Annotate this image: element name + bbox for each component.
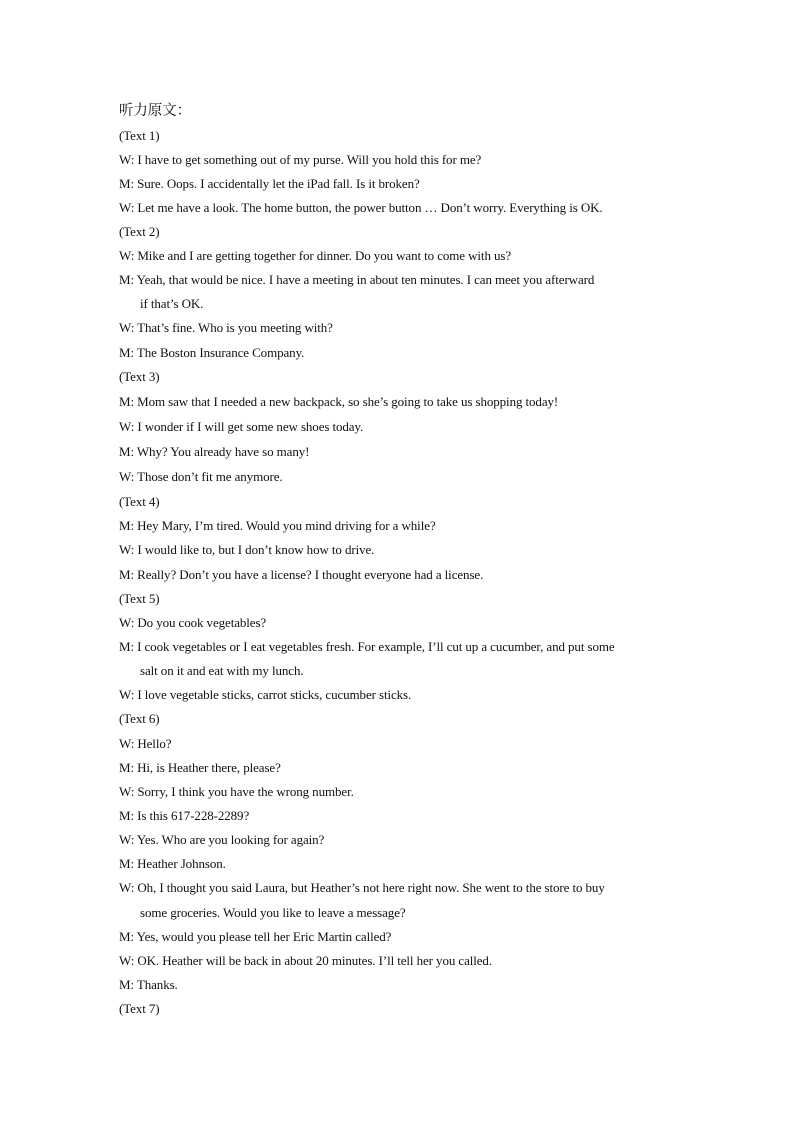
dialogue-line: M: Really? Don’t you have a license? I thought everyone had a license. [119,567,484,582]
section-heading-text-6: (Text 6) [119,711,160,726]
dialogue-line: M: Why? You already have so many! [119,444,310,459]
dialogue-line: M: The Boston Insurance Company. [119,345,305,360]
dialogue-line: M: Yes, would you please tell her Eric Martin called? [119,929,392,944]
dialogue-line: W: I wonder if I will get some new shoes today. [119,419,364,434]
dialogue-line: W: Let me have a look. The home button, the power button … Don’t worry. Everything is OK. [119,200,603,215]
dialogue-line: M: I cook vegetables or I eat vegetables fresh. For example, I’ll cut up a cucumber, and put some [119,639,615,654]
section-heading-text-3: (Text 3) [119,369,160,384]
dialogue-line-continued: salt on it and eat with my lunch. [140,663,304,678]
dialogue-line: W: OK. Heather will be back in about 20 minutes. I’ll tell her you called. [119,953,492,968]
dialogue-line-continued: some groceries. Would you like to leave a message? [140,905,406,920]
dialogue-line: M: Is this 617-228-2289? [119,808,250,823]
dialogue-line: M: Thanks. [119,977,178,992]
dialogue-line: M: Hi, is Heather there, please? [119,760,281,775]
dialogue-line: W: I would like to, but I don’t know how to drive. [119,542,375,557]
dialogue-line: W: I have to get something out of my purse. Will you hold this for me? [119,152,482,167]
dialogue-line-continued: if that’s OK. [140,296,204,311]
section-heading-text-2: (Text 2) [119,224,160,239]
dialogue-line: M: Heather Johnson. [119,856,226,871]
dialogue-line: W: That’s fine. Who is you meeting with? [119,320,333,335]
dialogue-line: W: Do you cook vegetables? [119,615,267,630]
dialogue-line: M: Hey Mary, I’m tired. Would you mind driving for a while? [119,518,436,533]
dialogue-line: W: I love vegetable sticks, carrot sticks, cucumber sticks. [119,687,412,702]
dialogue-line: M: Mom saw that I needed a new backpack, so she’s going to take us shopping today! [119,394,559,409]
dialogue-line: W: Those don’t fit me anymore. [119,469,283,484]
dialogue-line: M: Yeah, that would be nice. I have a meeting in about ten minutes. I can meet you afterward [119,272,595,287]
dialogue-line: W: Sorry, I think you have the wrong number. [119,784,354,799]
dialogue-line: W: Hello? [119,736,172,751]
dialogue-line: W: Yes. Who are you looking for again? [119,832,325,847]
dialogue-line: M: Sure. Oops. I accidentally let the iPad fall. Is it broken? [119,176,420,191]
page-title: 听力原文： [119,103,191,119]
section-heading-text-5: (Text 5) [119,591,160,606]
dialogue-line: W: Mike and I are getting together for dinner. Do you want to come with us? [119,248,512,263]
dialogue-line: W: Oh, I thought you said Laura, but Heather’s not here right now. She went to the store to buy [119,880,605,895]
section-heading-text-4: (Text 4) [119,494,160,509]
section-heading-text-7: (Text 7) [119,1001,160,1016]
section-heading-text-1: (Text 1) [119,128,160,143]
